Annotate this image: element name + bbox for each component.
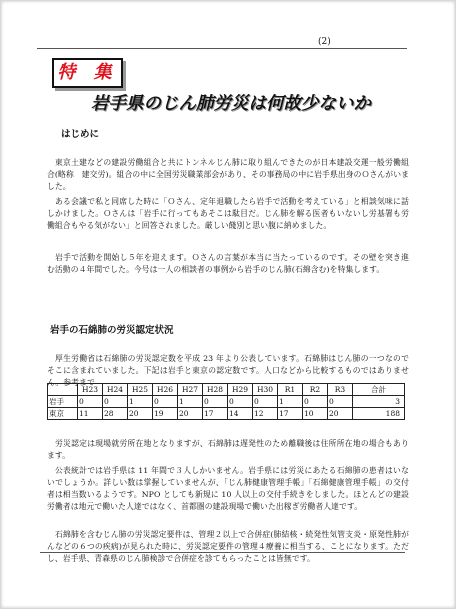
table-cell: 14 xyxy=(228,408,253,420)
article-title: 岩手県のじん肺労災は何故少ないか xyxy=(91,94,371,114)
table-cell: 19 xyxy=(153,408,178,420)
table-header-cell: H26 xyxy=(153,384,178,396)
paragraph-3: 岩手で活動を開始し５年を迎えます。Ｏさんの言葉が本当に当たっているのです。その壁を突き進む活動の４年間でした。今号は一人の相談者の事例から岩手のじん肺(石綿含む)を特集します。 xyxy=(47,252,409,274)
table-cell: 0 xyxy=(103,396,128,408)
table-header-cell: H23 xyxy=(78,384,103,396)
paragraph-1: 東京土建などの建設労働組合と共にトンネルじん肺に取り組んできたのが日本建設交運一般労働組合(略称 建交労)。組合の中に全国労災職業部会があり、その事務局の中に岩手県出身のＯさんがいました。 xyxy=(47,157,409,191)
table-header-cell: 合計 xyxy=(353,384,405,396)
certification-table xyxy=(47,383,405,420)
table-header-cell: R1 xyxy=(278,384,303,396)
table-header-cell: R2 xyxy=(303,384,328,396)
feature-label-box: 特 集 xyxy=(52,58,123,88)
table-cell: 0 xyxy=(203,396,228,408)
table-cell: 28 xyxy=(103,408,128,420)
table-cell: 東京 xyxy=(48,408,78,420)
table-header-cell: H24 xyxy=(103,384,128,396)
table-cell: 20 xyxy=(328,408,353,420)
paragraph-6: 公表統計では岩手県は 11 年間で３人しかいません。岩手県には労災にあたる石綿肺の患者はいないでしょうか。詳しい数は掌握していませんが、「じん肺健康管理手帳」「石綿健康管理手帳」の交付者は相当数いるようです。NPO としても新規に 10 人以上の交付手続きをしました。ほとんどの建設労働者は地元で働いた人達ではなく、首都圏の建設現場で働いた出稼ぎ労働者人達です。 xyxy=(47,465,409,511)
table-cell: 17 xyxy=(278,408,303,420)
paragraph-4: 厚生労働省は石綿肺の労災認定数を平成 23 年より公表しています。石綿肺はじん肺の一つなのでそこに含まれていました。下記は岩手と東京の認定数です。人口などから比較するものではありません。参考まで xyxy=(47,353,409,387)
paragraph-2: ある会議で私と同席した時に「Ｏさん、定年退職したら岩手で活動を考えている」と相談気味に話しかけました。Ｏさんは「岩手に行ってもあそこは駄目だ。じん肺を解る医者もいないし労基署も労働組合もやる気がない」と回答されました。厳しい餞別と思い腹に納めました。 xyxy=(47,196,409,230)
table-cell: 岩手 xyxy=(48,396,78,408)
table-header-cell: H27 xyxy=(178,384,203,396)
table-cell: 1 xyxy=(278,396,303,408)
table-total-cell: 3 xyxy=(353,396,405,408)
table-header-cell: H28 xyxy=(203,384,228,396)
table-header-cell: H25 xyxy=(128,384,153,396)
table-header-cell: H30 xyxy=(253,384,278,396)
table-cell: 1 xyxy=(178,396,203,408)
page-number: (2) xyxy=(318,37,331,47)
table-cell: 1 xyxy=(128,396,153,408)
table-header-cell: H29 xyxy=(228,384,253,396)
top-divider xyxy=(37,48,407,49)
table-header-cell: R3 xyxy=(328,384,353,396)
table-cell: 10 xyxy=(303,408,328,420)
table-cell: 20 xyxy=(178,408,203,420)
table-cell: 17 xyxy=(203,408,228,420)
table-cell: 0 xyxy=(153,396,178,408)
status-heading: 岩手の石綿肺の労災認定状況 xyxy=(50,325,174,336)
paragraph-5: 労災認定は現場就労所在地となりますが、石綿肺は遅発性のため離職後は住所所在地の場合もあります。 xyxy=(47,438,409,460)
table-cell: 11 xyxy=(78,408,103,420)
table-cell: 20 xyxy=(128,408,153,420)
table-cell: 0 xyxy=(253,396,278,408)
table-header-cell xyxy=(48,384,78,396)
table-row xyxy=(48,396,405,408)
table-cell: 0 xyxy=(303,396,328,408)
table-row xyxy=(48,408,405,420)
table-header-row xyxy=(48,384,405,396)
table-cell: 0 xyxy=(228,396,253,408)
table-cell: 12 xyxy=(253,408,278,420)
table-cell: 0 xyxy=(328,396,353,408)
table-total-cell: 188 xyxy=(353,408,405,420)
paragraph-7: 石綿肺を含むじん肺の労災認定要件は、管理２以上で合併症(肺結核・続発性気管支炎・原発性肺がんなどの６つの疾病)が見られた時に、労災認定要件の管理４療養に相当する、ことになります。ただし、岩手県、青森県のじん肺検診で合併症を診てもらったことは皆無です。 xyxy=(47,529,409,563)
bottom-divider xyxy=(40,552,405,553)
table-cell: 0 xyxy=(78,396,103,408)
intro-heading: はじめに xyxy=(61,129,100,140)
